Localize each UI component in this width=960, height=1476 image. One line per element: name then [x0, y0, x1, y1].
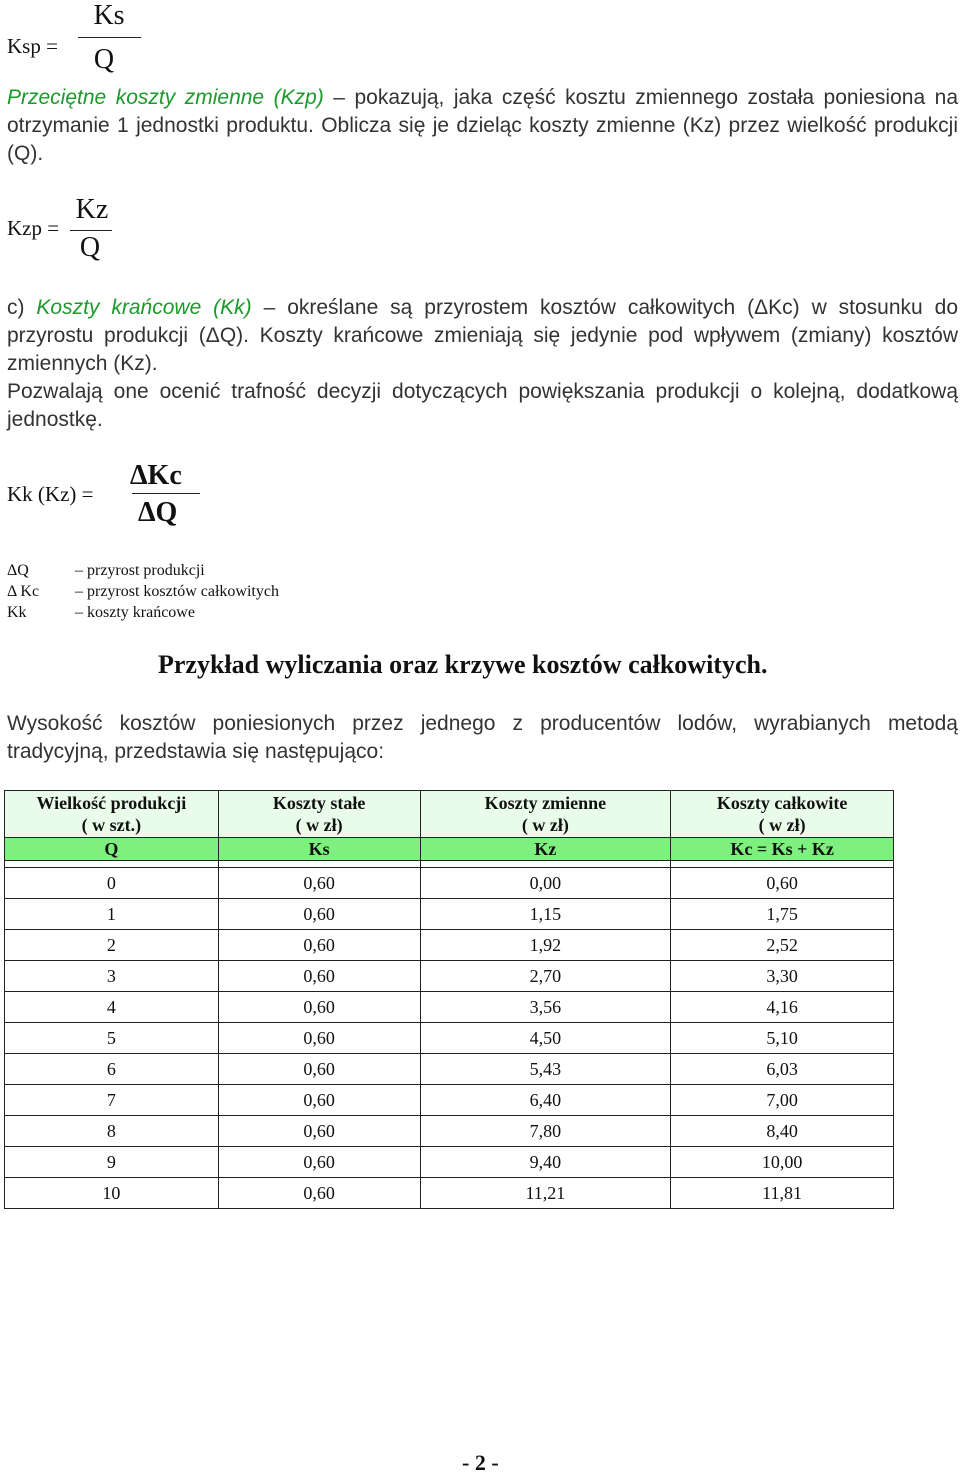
table-row — [5, 961, 894, 992]
table-cell: 10 — [5, 1178, 219, 1209]
table-cell: 11,81 — [671, 1178, 894, 1209]
table-cell: 0,60 — [218, 1054, 420, 1085]
kk-prefix: c) — [7, 296, 37, 319]
section-heading: Przykład wyliczania oraz krzywe kosztów całkowitych. — [158, 650, 768, 679]
legend-description: – przyrost kosztów całkowitych — [75, 583, 279, 600]
table-row — [5, 1023, 894, 1054]
kk-definition-paragraph — [7, 294, 958, 378]
table-cell: 0,60 — [218, 899, 420, 930]
table-row — [5, 1054, 894, 1085]
table-cell: 1,75 — [671, 899, 894, 930]
table-cell: 0,60 — [218, 930, 420, 961]
table-cell: 4,16 — [671, 992, 894, 1023]
table-cell: 0,60 — [218, 992, 420, 1023]
table-cell: 0,60 — [218, 961, 420, 992]
legend-symbol: Δ Kc — [7, 583, 40, 600]
table-cell: 9 — [5, 1147, 219, 1178]
table-symbol-row — [5, 838, 894, 861]
kk-fraction-line — [132, 493, 200, 494]
table-row — [5, 1085, 894, 1116]
legend-description: – przyrost produkcji — [75, 562, 205, 579]
table-row — [5, 1116, 894, 1147]
table-row — [5, 1178, 894, 1209]
page-number: - 2 - — [462, 1450, 499, 1475]
kk-purpose-paragraph: Pozwalają one ocenić trafność decyzji dotyczących powiększania produkcji o kolejną, dodatkową jednostkę. — [7, 380, 958, 431]
legend-row — [7, 581, 407, 602]
kzp-denominator: Q — [79, 232, 101, 263]
table-cell: 7,00 — [671, 1085, 894, 1116]
table-cell: 2,52 — [671, 930, 894, 961]
table-cell: 7,80 — [420, 1116, 671, 1147]
ksp-numerator: Ks — [93, 0, 125, 31]
header-variable-costs: Koszty zmienne ( w zł) — [420, 791, 671, 838]
legend-row — [7, 560, 407, 581]
header-fixed-costs: Koszty stałe ( w zł) — [218, 791, 420, 838]
table-cell: 0,60 — [218, 1085, 420, 1116]
table-row — [5, 899, 894, 930]
table-cell: 5 — [5, 1023, 219, 1054]
table-cell: 0,60 — [218, 1147, 420, 1178]
symbol-cell: Kc = Ks + Kz — [671, 838, 894, 861]
table-row — [5, 868, 894, 899]
kk-term: Koszty krańcowe (Kk) — [36, 296, 252, 319]
table-spacer-row — [5, 861, 894, 868]
table-cell: 4 — [5, 992, 219, 1023]
kzp-definition-paragraph — [7, 84, 958, 168]
symbol-cell: Ks — [218, 838, 420, 861]
table-cell: 6,03 — [671, 1054, 894, 1085]
table-cell: 3,30 — [671, 961, 894, 992]
header-total-costs: Koszty całkowite ( w zł) — [671, 791, 894, 838]
legend-row — [7, 602, 407, 623]
kk-label: Kk (Kz) = — [7, 482, 94, 506]
kk-description: – określane są przyrostem kosztów całkowitych (ΔKc) w stosunku do przyrostu produkcji (ΔQ). Koszty krańcowe zmieniają się jedynie pod wpływem (zmiany) kosztów zmiennych (Kz). — [7, 296, 959, 375]
table-cell: 0 — [5, 868, 219, 899]
ksp-denominator: Q — [93, 44, 115, 75]
table-row — [5, 1147, 894, 1178]
table-cell: 2 — [5, 930, 219, 961]
kzp-description: – pokazują, jaka część kosztu zmiennego została poniesiona na otrzymanie 1 jednostki produktu. Oblicza się je dzieląc koszty zmienne (Kz) przez wielkość produkcji (Q). — [7, 86, 958, 165]
table-row — [5, 992, 894, 1023]
kk-numerator: ΔKc — [130, 460, 182, 491]
table-cell: 8,40 — [671, 1116, 894, 1147]
legend-symbol: ΔQ — [7, 562, 29, 579]
kzp-fraction-line — [70, 230, 112, 231]
table-header-row — [5, 791, 894, 838]
table-cell: 6 — [5, 1054, 219, 1085]
kzp-term: Przeciętne koszty zmienne (Kzp) — [7, 86, 324, 109]
ksp-fraction-line — [78, 37, 141, 38]
table-cell: 0,60 — [671, 868, 894, 899]
table-cell: 0,60 — [218, 868, 420, 899]
symbol-legend — [7, 560, 407, 623]
table-cell: 6,40 — [420, 1085, 671, 1116]
table-cell: 1,92 — [420, 930, 671, 961]
symbol-cell: Q — [5, 838, 219, 861]
table-row — [5, 930, 894, 961]
legend-description: – koszty krańcowe — [75, 604, 195, 621]
table-cell: 0,60 — [218, 1116, 420, 1147]
intro-paragraph: Wysokość kosztów poniesionych przez jednego z producentów lodów, wyrabianych metodą tradycyjną, przedstawia się następująco: — [7, 712, 958, 763]
ksp-label: Ksp = — [7, 34, 58, 58]
table-cell: 8 — [5, 1116, 219, 1147]
symbol-cell: Kz — [420, 838, 671, 861]
kk-denominator: ΔQ — [138, 497, 178, 528]
kzp-numerator: Kz — [75, 194, 109, 225]
table-cell: 5,43 — [420, 1054, 671, 1085]
table-cell: 2,70 — [420, 961, 671, 992]
table-cell: 11,21 — [420, 1178, 671, 1209]
table-cell: 0,60 — [218, 1023, 420, 1054]
table-cell: 1 — [5, 899, 219, 930]
header-production-volume: Wielkość produkcji ( w szt.) — [5, 791, 219, 838]
table-cell: 5,10 — [671, 1023, 894, 1054]
table-cell: 10,00 — [671, 1147, 894, 1178]
table-cell: 3 — [5, 961, 219, 992]
table-cell: 1,15 — [420, 899, 671, 930]
table-cell: 4,50 — [420, 1023, 671, 1054]
table-body — [5, 868, 894, 1209]
kzp-label: Kzp = — [7, 216, 60, 240]
table-cell: 0,00 — [420, 868, 671, 899]
legend-symbol: Kk — [7, 604, 27, 621]
table-cell: 0,60 — [218, 1178, 420, 1209]
table-cell: 7 — [5, 1085, 219, 1116]
costs-table — [4, 790, 894, 1209]
table-cell: 3,56 — [420, 992, 671, 1023]
table-cell: 9,40 — [420, 1147, 671, 1178]
